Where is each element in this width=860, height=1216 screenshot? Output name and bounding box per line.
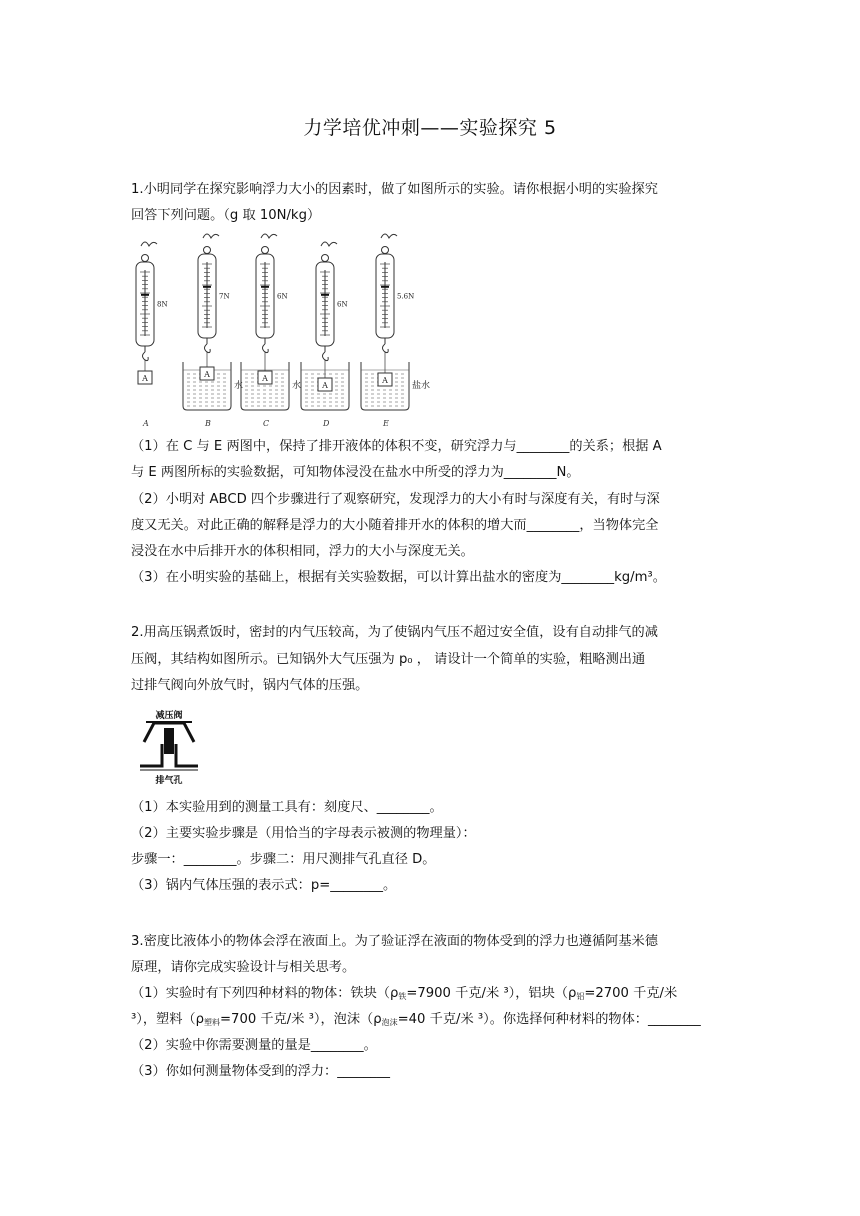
q1-part2-line3: 浸没在水中后排开水的体积相同，浮力的大小与深度无关。 [131,544,474,559]
valve-bottom-label: 排气孔 [155,776,183,786]
q1-part1-line2: 与 E 两图所标的实验数据，可知物体浸没在盐水中所受的浮力为________N。 [131,465,580,480]
q2-part2: （2）主要实验步骤是（用恰当的字母表示被测的物理量）： [131,826,476,841]
scale-panel-c [241,234,301,428]
object-label: A [382,376,388,385]
object-label: A [262,374,268,383]
scale-panel-e [361,234,430,428]
density-subscript-iron: 铁 [398,992,407,1001]
q1-part2-line1: （2）小明对 ABCD 四个步骤进行了观察研究，发现浮力的大小有时与深度有关，有时与深 [131,492,660,507]
q1-part1-line1: （1）在 C 与 E 两图中，保持了排开液体的体积不变，研究浮力与________的关系；根据 A [131,439,662,454]
q2-stem-line2: 压阀，其结构如图所示。已知锅外大气压强为 p₀ ， 请设计一个简单的实验，粗略测出通 [131,652,646,667]
scale-panel-d [301,242,349,428]
panel-letter-d: D [323,419,330,428]
object-label: A [204,370,210,379]
object-label: A [322,381,328,390]
scale-reading-d: 6N [337,300,348,309]
q3-part2: （2）实验中你需要测量的量是________。 [131,1038,377,1053]
q3-part1-line1: （1）实验时有下列四种材料的物体：铁块（$\rho_铁=7900$ 千克/米 ³），铝块（$\rho_铝=2700$ 千克/米 [131,986,678,1001]
scale-reading-a: 8N [157,300,168,309]
page-title: 力学培优冲刺——实验探究 5 [303,117,557,139]
q3-stem-line1: 3.密度比液体小的物体会浮在液面上。为了验证浮在液面的物体受到的浮力也遵循阿基米德 [131,934,658,949]
q3-part3: （3）你如何测量物体受到的浮力：________ [131,1064,390,1079]
q2-stem-line3: 过排气阀向外放气时，锅内气体的压强。 [131,678,369,693]
q1-stem-line1: 1.小明同学在探究影响浮力大小的因素时，做了如图所示的实验。请你根据小明的实验探究 [131,182,658,197]
panel-letter-c: C [263,419,270,428]
liquid-label-e: 盐水 [412,381,431,391]
liquid-label-b: 水 [234,381,244,391]
q3-stem-line2: 原理，请你完成实验设计与相关思考。 [131,960,356,975]
density-subscript-foam: 泡沫 [381,1018,398,1027]
q2-steps: 步骤一：________。步骤二：用尺测排气孔直径 D。 [131,852,436,867]
q2-part3: （3）锅内气体压强的表示式：p=________。 [131,878,397,893]
q2-stem-line1: 2.用高压锅煮饭时，密封的内气压较高，为了使锅内气压不超过安全值，设有自动排气的减 [131,625,658,640]
q2-part1: （1）本实验用到的测量工具有：刻度尺、________。 [131,800,443,815]
q3-part1-line2: ³），塑料（$\rho_{塑料}=700$ 千克/米 ³），泡沫（$\rho_{泡沫}=40$ 千克/米 ³）。你选择何种材料的物体：________ [131,1012,701,1027]
liquid-label-c: 水 [292,381,302,391]
scale-panel-b [183,234,243,428]
panel-letter-e: E [383,419,389,428]
density-subscript-plastic: 塑料 [204,1018,220,1027]
scale-panel-a [136,242,168,428]
panel-letter-b: B [205,419,211,428]
object-label: A [142,374,148,383]
density-subscript-aluminum: 铝 [576,992,585,1001]
q1-stem-line2: 回答下列问题。（g 取 10N/kg） [131,208,321,223]
spring-scale-figure [128,234,431,430]
pressure-valve-figure [138,708,200,786]
q1-part2-line2: 度又无关。对此正确的解释是浮力的大小随着排开水的体积的增大而________，当物体完全 [131,518,659,533]
scale-reading-c: 6N [277,292,288,301]
scale-reading-b: 7N [219,292,230,301]
panel-letter-a: A [143,419,149,428]
scale-reading-e: 5.6N [397,292,415,301]
valve-top-label: 减压阀 [155,711,183,721]
q1-part3-line1: （3）在小明实验的基础上，根据有关实验数据，可以计算出盐水的密度为________kg/m³。 [131,570,666,585]
